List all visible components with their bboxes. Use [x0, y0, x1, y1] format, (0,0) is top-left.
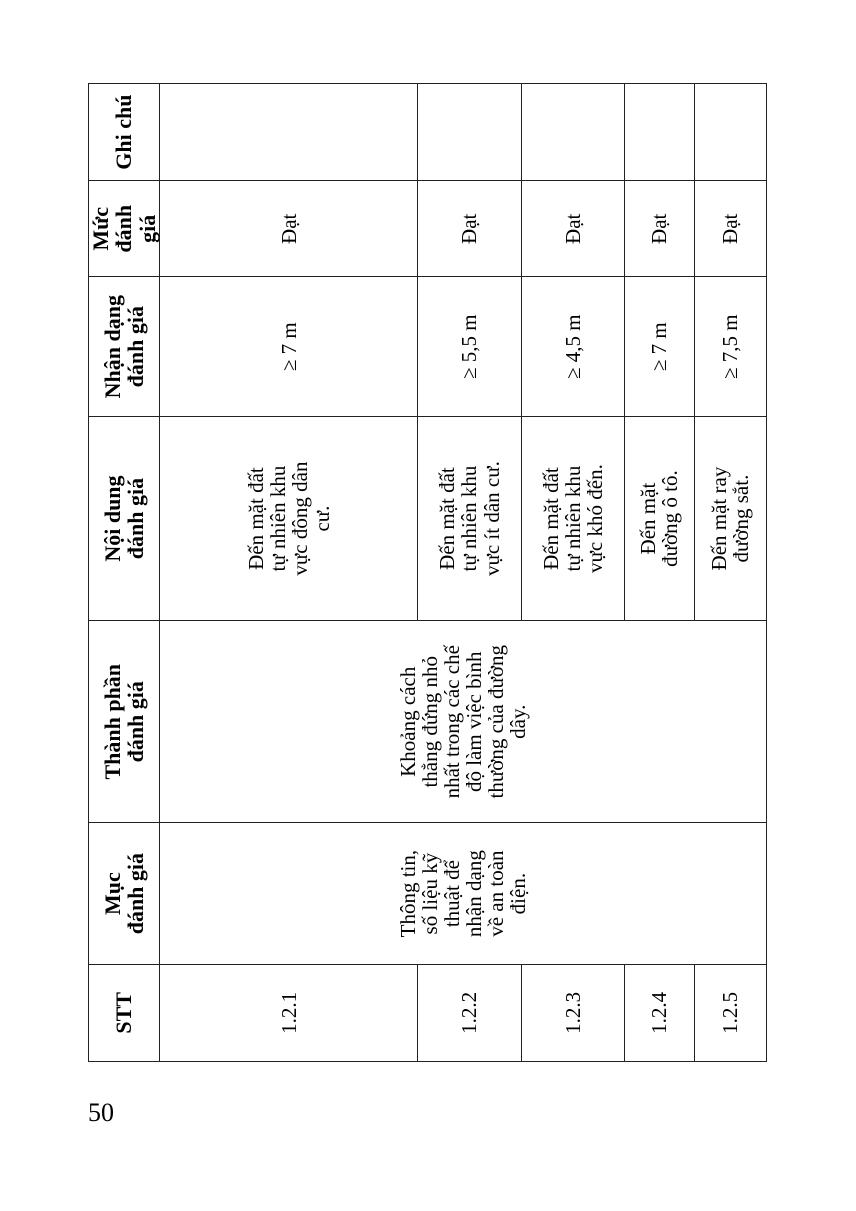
thanh-phan-cell: Khoảng cách thẳng đứng nhỏ nhất trong các chế độ làm việc bình thường của đường dây. — [160, 620, 767, 823]
header-muc-do: Mức đánh giá — [89, 181, 160, 277]
ghi-chu-cell — [624, 84, 694, 181]
header-noi-dung: Nội dung đánh giá — [89, 417, 160, 621]
nhan-dang-cell: ≥ 7 m — [624, 277, 694, 417]
stt-cell: 1.2.1 — [160, 964, 418, 1061]
stt-cell: 1.2.5 — [694, 964, 766, 1061]
rotated-table-container — [88, 83, 767, 1062]
header-ghi-chu: Ghi chú — [89, 84, 160, 181]
header-muc-danh-gia: Mục đánh giá — [89, 823, 160, 964]
header-row — [89, 84, 160, 1062]
nhan-dang-cell: ≥ 5,5 m — [418, 277, 521, 417]
noi-dung-cell: Đến mặt đất tự nhiên khu vực đông dân cư. — [160, 417, 418, 621]
noi-dung-cell: Đến mặt ray đường sắt. — [694, 417, 766, 621]
muc-cell: Đạt — [521, 181, 624, 277]
ghi-chu-cell — [418, 84, 521, 181]
header-thanh-phan: Thành phần đánh giá — [89, 620, 160, 823]
header-nhan-dang: Nhận dạng đánh giá — [89, 277, 160, 417]
stt-cell: 1.2.4 — [624, 964, 694, 1061]
stt-cell: 1.2.2 — [418, 964, 521, 1061]
nhan-dang-cell: ≥ 7 m — [160, 277, 418, 417]
muc-cell: Đạt — [160, 181, 418, 277]
noi-dung-cell: Đến mặt đường ô tô. — [624, 417, 694, 621]
ghi-chu-cell — [521, 84, 624, 181]
nhan-dang-cell: ≥ 4,5 m — [521, 277, 624, 417]
header-stt: STT — [89, 964, 160, 1061]
page-number: 50 — [88, 1098, 114, 1127]
ghi-chu-cell — [694, 84, 766, 181]
muc-danh-gia-cell: Thông tin, số liệu kỹ thuật để nhận dạng về an toàn điện. — [160, 823, 767, 964]
noi-dung-cell: Đến mặt đất tự nhiên khu vực khó đến. — [521, 417, 624, 621]
stt-cell: 1.2.3 — [521, 964, 624, 1061]
evaluation-table — [88, 83, 767, 1062]
muc-cell: Đạt — [694, 181, 766, 277]
nhan-dang-cell: ≥ 7,5 m — [694, 277, 766, 417]
muc-cell: Đạt — [418, 181, 521, 277]
ghi-chu-cell — [160, 84, 418, 181]
noi-dung-cell: Đến mặt đất tự nhiên khu vực ít dân cư. — [418, 417, 521, 621]
table-row — [160, 84, 418, 1062]
muc-cell: Đạt — [624, 181, 694, 277]
